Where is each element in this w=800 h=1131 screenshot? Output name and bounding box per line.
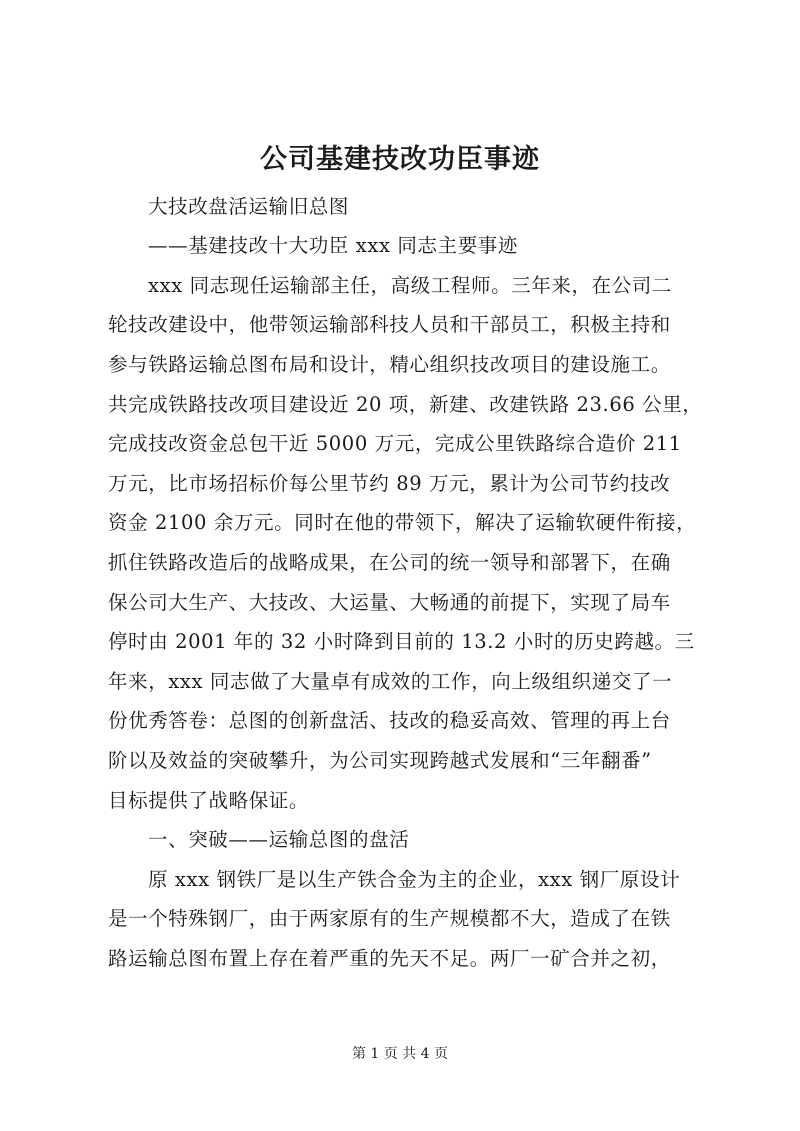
body-line: 万元，比市场招标价每公里节约 89 万元，累计为公司节约技改 [108, 472, 671, 495]
body-line: 共完成铁路技改项目建设近 20 项，新建、改建铁路 23.66 公里， [108, 393, 703, 416]
body-line: 保公司大生产、大技改、大运量、大畅通的前提下，实现了局车 [108, 591, 671, 614]
body-line: 年来，xxx 同志做了大量卓有成效的工作，向上级组织递交了一 [108, 670, 673, 693]
body-line: 份优秀答卷：总图的创新盘活、技改的稳妥高效、管理的再上台 [108, 709, 671, 732]
subtitle-line: 大技改盘活运输旧总图 [148, 195, 350, 218]
body-line: 目标提供了战略保证。 [108, 789, 310, 812]
body-line: 轮技改建设中，他带领运输部科技人员和干部员工，积极主持和 [108, 313, 671, 336]
body-line: 路运输总图布置上存在着严重的先天不足。两厂一矿合并之初， [108, 947, 671, 970]
body-line: xxx 同志现任运输部主任，高级工程师。三年来，在公司二 [148, 274, 672, 297]
body-line: 原 xxx 钢铁厂是以生产铁合金为主的企业，xxx 钢厂原设计 [148, 868, 681, 891]
section-heading: 一、突破——运输总图的盘活 [148, 828, 410, 851]
body-line: 是一个特殊钢厂，由于两家原有的生产规模都不大，造成了在铁 [108, 907, 671, 930]
subtitle-dash-line: ——基建技改十大功臣 xxx 同志主要事迹 [148, 234, 518, 257]
body-line: 参与铁路运输总图布局和设计，精心组织技改项目的建设施工。 [108, 353, 671, 376]
document-title: 公司基建技改功臣事迹 [260, 144, 540, 175]
body-line: 停时由 2001 年的 32 小时降到目前的 13.2 小时的历史跨越。三 [108, 630, 695, 653]
body-line: 资金 2100 余万元。同时在他的带领下，解决了运输软硬件衔接， [108, 511, 697, 534]
body-line: 完成技改资金总包干近 5000 万元，完成公里铁路综合造价 211 [108, 432, 682, 455]
page-footer: 第 1 页 共 4 页 [351, 1046, 449, 1062]
body-line: 阶以及效益的突破攀升，为公司实现跨越式发展和“三年翻番” [108, 749, 652, 772]
body-line: 抓住铁路改造后的战略成果，在公司的统一领导和部署下，在确 [108, 551, 671, 574]
